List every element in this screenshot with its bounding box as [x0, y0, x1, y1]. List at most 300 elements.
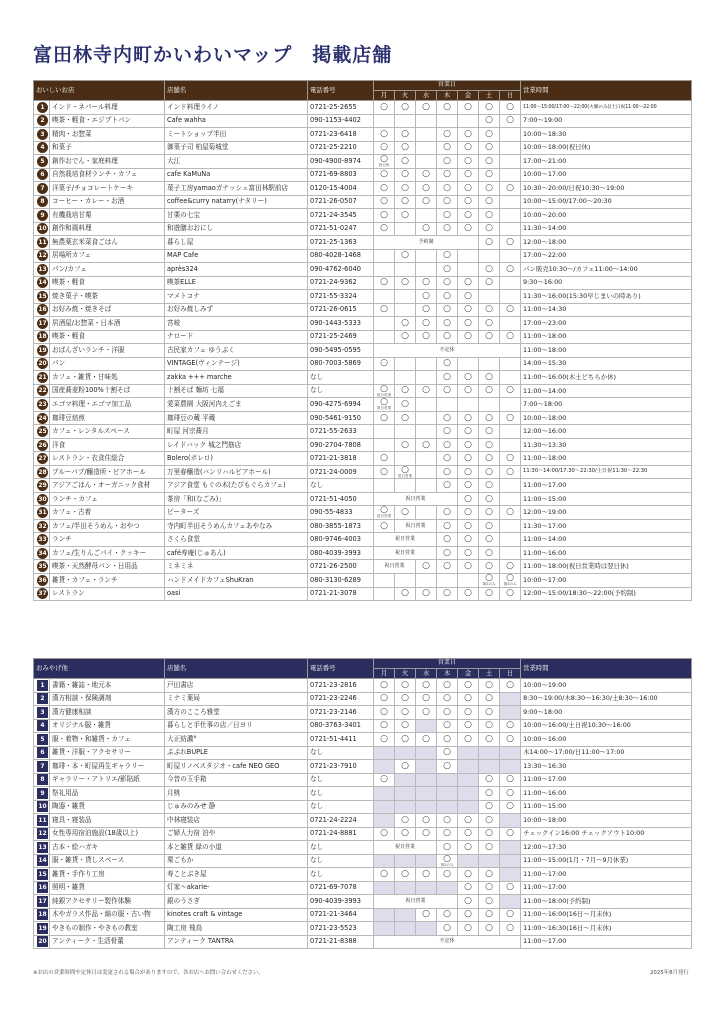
day-cell [395, 787, 416, 801]
row-number-cell [34, 814, 50, 828]
day-cell [437, 411, 458, 425]
day-cell [374, 506, 395, 520]
row-number-badge: 7 [37, 761, 48, 772]
day-cell [374, 719, 395, 733]
open-mark: ○ [485, 520, 493, 531]
row-number-cell [34, 868, 50, 882]
row-number-badge: 4 [37, 142, 48, 153]
store-name-cell: 万里春醸造(バンリハルビアホール) [165, 465, 308, 479]
day-cell [395, 760, 416, 774]
row-number-badge: 34 [38, 549, 47, 557]
open-mark: ○ [380, 196, 388, 207]
category-header: おみやげ他 [34, 659, 165, 679]
row-number-badge: 18 [38, 911, 47, 919]
category-cell: オリジナル服・雑貨 [50, 719, 165, 733]
store-name-header: 店舗名 [165, 659, 308, 679]
table-row [34, 506, 692, 520]
category-cell: パン [50, 357, 165, 371]
day-cell [437, 706, 458, 720]
day-cell [395, 881, 416, 895]
open-mark: ○ [506, 115, 514, 126]
day-cell [500, 773, 521, 787]
open-mark: ○ [443, 547, 451, 558]
day-cell [500, 922, 521, 936]
phone-cell: 080-4039-3993 [308, 546, 374, 560]
category-cell: 居酒屋/お惣菜・日本酒 [50, 317, 165, 331]
category-cell: 木やガラス作品・綿の服・古い物 [50, 908, 165, 922]
open-mark: ○ [464, 317, 472, 328]
day-cell [374, 290, 395, 304]
table-row [34, 492, 692, 506]
open-mark: ○ [485, 693, 493, 704]
open-mark: ○ [380, 209, 388, 220]
open-mark: ○ [443, 720, 451, 731]
open-mark: ○ [422, 196, 430, 207]
day-cell [416, 679, 437, 693]
phone-cell: 0721-25-2469 [308, 330, 374, 344]
category-cell: 祭礼用品 [50, 787, 165, 801]
day-cell [437, 533, 458, 547]
row-number-badge: 16 [38, 884, 47, 892]
open-mark: ○ [485, 182, 493, 193]
open-mark: ○ [422, 909, 430, 920]
phone-cell: 0721-23-2816 [308, 679, 374, 693]
open-mark: ○ [506, 922, 514, 933]
day-cell [374, 128, 395, 142]
day-cell [437, 827, 458, 841]
table-row [34, 168, 692, 182]
row-number-badge: 3 [37, 707, 48, 718]
day-cell [374, 868, 395, 882]
day-cell [479, 814, 500, 828]
day-cell [395, 411, 416, 425]
day-cell [374, 573, 395, 587]
row-number-cell [34, 787, 50, 801]
day-note: 第2のみ [503, 581, 517, 586]
day-span-note: 祝日営業 [374, 492, 458, 506]
row-number-badge: 1 [37, 102, 48, 113]
hours-cell: 10:00〜16:00/土日祝10:30〜16:00 [521, 719, 692, 733]
day-cell [500, 452, 521, 466]
day-cell [479, 692, 500, 706]
day-cell [416, 719, 437, 733]
store-name-cell: 宮岐 [165, 317, 308, 331]
open-mark: ○ [485, 841, 493, 852]
open-mark: ○ [464, 909, 472, 920]
table-row [34, 222, 692, 236]
table-row [34, 814, 692, 828]
open-mark: ○ [464, 169, 472, 180]
open-mark: ○ [506, 801, 514, 812]
day-cell [437, 303, 458, 317]
table-row [34, 425, 692, 439]
day-cell [437, 573, 458, 587]
open-mark: ○ [443, 263, 451, 274]
day-span-note: 祝日営業 [374, 560, 416, 574]
day-cell [458, 573, 479, 587]
open-mark: ○ [401, 760, 409, 771]
day-cell [479, 560, 500, 574]
day-cell [500, 895, 521, 909]
day-cell [479, 276, 500, 290]
row-number-badge: 11 [38, 238, 47, 246]
day-cell [500, 290, 521, 304]
open-mark: ○ [506, 561, 514, 572]
table-row [34, 411, 692, 425]
store-name-cell: お好み焼しみず [165, 303, 308, 317]
row-number-cell [34, 236, 50, 250]
table-row [34, 895, 692, 909]
hours-cell: 13:30〜16:30 [521, 760, 692, 774]
table-row [34, 560, 692, 574]
open-mark: ○ [443, 196, 451, 207]
phone-cell: 090-55-4833 [308, 506, 374, 520]
hours-cell: 11:00〜18:00 [521, 452, 692, 466]
day-cell [500, 827, 521, 841]
day-cell [374, 303, 395, 317]
store-name-cell: 暮らしと手仕事の店／日ヨリ [165, 719, 308, 733]
open-mark: ○ [506, 466, 514, 477]
day-span-note: 祝日営業 [374, 533, 437, 547]
store-name-cell: 陶工房 飛鳥 [165, 922, 308, 936]
open-mark: ○ [380, 304, 388, 315]
open-mark: ○ [443, 385, 451, 396]
weekday-header: 月 [374, 91, 395, 101]
category-cell: 無農薬玄米菜食ごはん [50, 236, 165, 250]
day-cell [416, 276, 437, 290]
row-number-cell [34, 398, 50, 412]
day-cell [416, 560, 437, 574]
row-number-badge: 15 [38, 292, 47, 300]
day-cell [500, 155, 521, 169]
hours-cell: 10:00〜16:00 [521, 733, 692, 747]
day-cell [395, 573, 416, 587]
store-name-cell: ミナミ薬局 [165, 692, 308, 706]
open-mark: ○ [485, 493, 493, 504]
hours-cell: 10:00〜15:00/17:00〜20:30 [521, 195, 692, 209]
phone-cell: 0721-21-3464 [308, 908, 374, 922]
phone-cell: 0120-15-4004 [308, 182, 374, 196]
table-row [34, 357, 692, 371]
day-cell [500, 465, 521, 479]
phone-cell: 0721-26-2500 [308, 560, 374, 574]
day-cell [479, 209, 500, 223]
day-cell [395, 222, 416, 236]
day-cell [437, 465, 458, 479]
store-name-cell: 和遊膳おおにし [165, 222, 308, 236]
row-number-badge: 6 [37, 169, 48, 180]
day-cell [479, 330, 500, 344]
hours-cell: 11:00〜14:00 [521, 384, 692, 398]
store-name-cell: 灯家〜akarie- [165, 881, 308, 895]
phone-cell: 0721-25-1363 [308, 236, 374, 250]
day-cell [479, 141, 500, 155]
open-mark: ○ [422, 588, 430, 599]
open-mark: ○ [443, 520, 451, 531]
day-cell [395, 746, 416, 760]
day-cell [395, 706, 416, 720]
hours-header: 営業時間 [521, 659, 692, 679]
open-mark: ○ [464, 331, 472, 342]
day-cell [416, 384, 437, 398]
row-number-badge: 36 [38, 576, 47, 584]
open-mark: ○ [485, 787, 493, 798]
open-mark: ○ [485, 426, 493, 437]
store-name-cell: マメトコナ [165, 290, 308, 304]
open-mark: ○ [443, 101, 451, 112]
day-cell [416, 398, 437, 412]
category-cell: 寝具・寝装品 [50, 814, 165, 828]
day-cell [500, 533, 521, 547]
weekday-header: 火 [395, 669, 416, 679]
day-cell [458, 787, 479, 801]
day-cell [374, 692, 395, 706]
phone-cell: 0721-55-2633 [308, 425, 374, 439]
day-cell [479, 384, 500, 398]
row-number-cell [34, 895, 50, 909]
day-cell [416, 128, 437, 142]
table-row [34, 155, 692, 169]
day-cell [395, 733, 416, 747]
table-row [34, 195, 692, 209]
day-cell [479, 895, 500, 909]
table-row [34, 330, 692, 344]
day-cell [437, 560, 458, 574]
phone-cell: 090-1443-5333 [308, 317, 374, 331]
day-cell [458, 209, 479, 223]
open-mark: ○ [485, 263, 493, 274]
day-cell [437, 371, 458, 385]
hours-cell: 10:00〜18:00 [521, 411, 692, 425]
open-mark: ○ [380, 693, 388, 704]
phone-cell: 0721-21-8388 [308, 935, 374, 949]
hours-cell: 11:30〜16:00(15:30早じまいの時あり) [521, 290, 692, 304]
phone-cell: 0721-24-0009 [308, 465, 374, 479]
row-number-cell [34, 881, 50, 895]
open-mark: ○ [485, 895, 493, 906]
phone-cell: なし [308, 371, 374, 385]
store-name-cell: ナロード [165, 330, 308, 344]
row-number-badge: 37 [38, 590, 47, 598]
open-mark: ○ [443, 760, 451, 771]
open-mark: ○ [443, 250, 451, 261]
phone-cell: 0721-24-3545 [308, 209, 374, 223]
category-cell: やきもの制作・やきもの教室 [50, 922, 165, 936]
row-number-badge: 6 [37, 747, 48, 758]
hours-cell: 8:30〜19:00/木8:30〜16:30/土8:30〜16:00 [521, 692, 692, 706]
row-number-badge: 5 [37, 734, 48, 745]
weekday-header: 水 [416, 669, 437, 679]
open-mark: ○ [401, 250, 409, 261]
open-mark: ○ [443, 209, 451, 220]
restaurant-rows [34, 101, 692, 601]
row-number-cell [34, 452, 50, 466]
day-cell [479, 908, 500, 922]
day-cell [500, 357, 521, 371]
category-cell: カフェ/生りんごパイ・クッキー [50, 546, 165, 560]
phone-cell: 080-4028-1468 [308, 249, 374, 263]
table-row [34, 573, 692, 587]
day-cell [437, 868, 458, 882]
day-cell [416, 263, 437, 277]
category-cell: 焼き菓子・喫茶 [50, 290, 165, 304]
day-span-note: 不定休 [374, 935, 521, 949]
row-number-badge: 15 [38, 870, 47, 878]
restaurant-table [33, 80, 692, 601]
category-cell: お好み焼・焼きそば [50, 303, 165, 317]
day-cell [479, 587, 500, 601]
hours-cell: 7:00〜19:00 [521, 114, 692, 128]
store-name-cell: 大正紡濃° [165, 733, 308, 747]
open-mark: ○ [401, 398, 409, 409]
open-mark: ○ [380, 774, 388, 785]
day-cell [479, 760, 500, 774]
open-mark: ○ [485, 142, 493, 153]
category-cell: ランチ・カフェ [50, 492, 165, 506]
day-cell [416, 587, 437, 601]
day-cell [395, 854, 416, 868]
open-mark: ○ [401, 182, 409, 193]
hours-cell: 9:30〜16:00 [521, 276, 692, 290]
day-cell [395, 814, 416, 828]
day-cell [479, 155, 500, 169]
open-mark: ○ [380, 412, 388, 423]
day-cell [395, 330, 416, 344]
day-cell [395, 922, 416, 936]
phone-cell: なし [308, 868, 374, 882]
day-cell [437, 506, 458, 520]
day-cell [479, 573, 500, 587]
day-cell [395, 195, 416, 209]
store-name-cell: アジア食堂 もぐの木(たびもぐらカフェ) [165, 479, 308, 493]
store-name-cell: ピーターズ [165, 506, 308, 520]
row-number-cell [34, 195, 50, 209]
day-cell [479, 465, 500, 479]
day-cell [458, 195, 479, 209]
day-cell [479, 425, 500, 439]
open-mark: ○ [443, 128, 451, 139]
day-cell [437, 114, 458, 128]
open-mark: ○ [401, 196, 409, 207]
day-cell [458, 814, 479, 828]
hours-cell: 11:00〜17:00 [521, 935, 692, 949]
open-mark: ○ [485, 128, 493, 139]
day-cell [500, 236, 521, 250]
day-cell [374, 881, 395, 895]
open-mark: ○ [401, 693, 409, 704]
store-name-cell: じゅみのみせ 静 [165, 800, 308, 814]
day-cell [416, 573, 437, 587]
hours-cell: 17:00〜21:00 [521, 155, 692, 169]
weekday-header: 水 [416, 91, 437, 101]
store-name-cell: 喫茶ELLE [165, 276, 308, 290]
table-row [34, 881, 692, 895]
day-cell [437, 587, 458, 601]
day-cell [500, 195, 521, 209]
row-number-cell [34, 317, 50, 331]
day-note: 祝日営業 [376, 392, 392, 397]
row-number-badge: 35 [38, 563, 47, 571]
day-cell [479, 546, 500, 560]
store-name-cell: 十割そば 麺坊 七福 [165, 384, 308, 398]
day-cell [500, 101, 521, 115]
day-cell [500, 560, 521, 574]
open-mark: ○ [485, 209, 493, 220]
hours-cell: パン販売10:30〜/カフェ11:00〜14:00 [521, 263, 692, 277]
row-number-cell [34, 679, 50, 693]
day-cell [500, 814, 521, 828]
day-cell [458, 800, 479, 814]
day-cell [374, 263, 395, 277]
open-mark: ○ [485, 385, 493, 396]
open-mark: ○ [380, 223, 388, 234]
day-cell [458, 679, 479, 693]
day-cell [500, 479, 521, 493]
day-cell [416, 222, 437, 236]
category-cell: 雑貨・手作り工房 [50, 868, 165, 882]
store-name-cell: oasi [165, 587, 308, 601]
open-mark: ○ [464, 814, 472, 825]
day-cell [479, 114, 500, 128]
day-cell [374, 411, 395, 425]
day-cell [500, 384, 521, 398]
open-mark: ○ [485, 801, 493, 812]
day-cell [374, 330, 395, 344]
day-cell [437, 317, 458, 331]
category-cell: ギャラリー・アトリエ/影貼紙 [50, 773, 165, 787]
hours-cell: 11:00〜15:00(1月・7月〜9月休業) [521, 854, 692, 868]
open-mark: ○ [422, 290, 430, 301]
day-cell [458, 760, 479, 774]
weekday-header: 月 [374, 669, 395, 679]
category-cell: カフェ・レンタルスペース [50, 425, 165, 439]
row-number-cell [34, 222, 50, 236]
hours-cell: 10:30〜20:00/日祝10:30〜19:00 [521, 182, 692, 196]
category-cell: 照明・雑貨 [50, 881, 165, 895]
open-mark: ○ [422, 868, 430, 879]
category-cell: 喫茶・軽食 [50, 276, 165, 290]
day-cell [395, 908, 416, 922]
store-name-cell: 大江 [165, 155, 308, 169]
store-name-cell: Cafe wahha [165, 114, 308, 128]
day-cell [500, 411, 521, 425]
store-name-cell: 甘栗の七宝 [165, 209, 308, 223]
day-cell [395, 679, 416, 693]
day-cell [500, 398, 521, 412]
day-cell [374, 317, 395, 331]
open-mark: ○ [443, 439, 451, 450]
store-name-cell: MAP Cafe [165, 249, 308, 263]
day-cell [437, 519, 458, 533]
table-row [34, 276, 692, 290]
store-name-cell: 珈琲豆の蔵 平蔵 [165, 411, 308, 425]
open-mark: ○ [401, 331, 409, 342]
hours-cell: 12:00〜18:00 [521, 236, 692, 250]
phone-cell: 090-4900-8974 [308, 155, 374, 169]
day-cell [374, 168, 395, 182]
row-number-badge: 27 [38, 455, 47, 463]
day-cell [500, 209, 521, 223]
open-mark: ○ [443, 155, 451, 166]
row-number-cell [34, 425, 50, 439]
day-cell [479, 679, 500, 693]
business-days-header: 営業日 [374, 81, 521, 91]
row-number-badge: 14 [38, 279, 47, 287]
day-cell [374, 706, 395, 720]
weekday-header: 木 [437, 669, 458, 679]
open-mark: ○ [485, 922, 493, 933]
day-cell [458, 733, 479, 747]
